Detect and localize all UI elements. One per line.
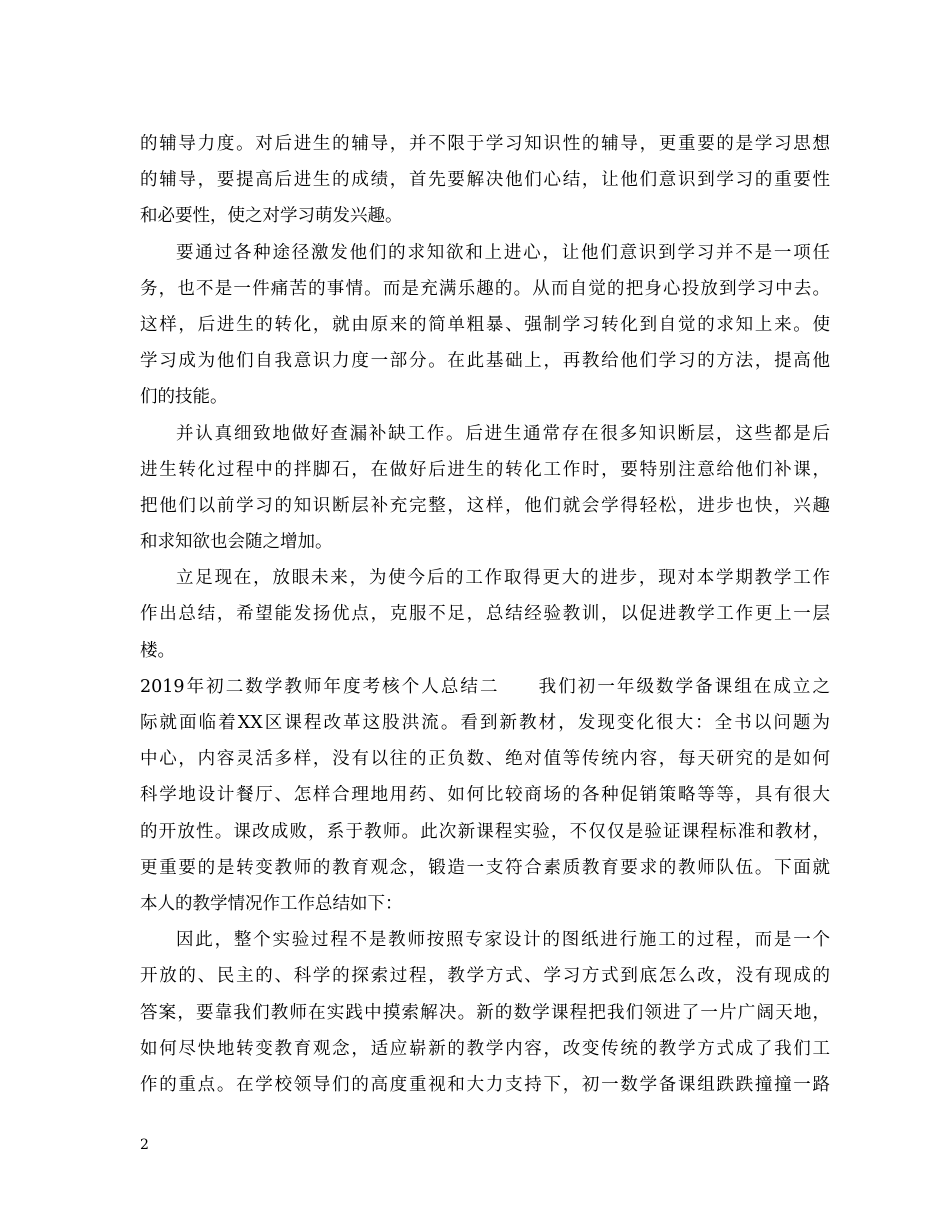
text-line: 务，也不是一件痛苦的事情。而是充满乐趣的。从而自觉的把身心投放到学习中去。 xyxy=(140,278,830,299)
text-line: 科学地设计餐厅、怎样合理地用药、如何比较商场的各种促销策略等等，具有很大 xyxy=(140,785,830,806)
text-line: 答案，要靠我们教师在实践中摸索解决。新的数学课程把我们领进了一片广阔天地， xyxy=(140,1002,830,1023)
text-line: 和必要性，使之对学习萌发兴趣。 xyxy=(140,206,403,227)
text-line: 中心，内容灵活多样，没有以往的正负数、绝对值等传统内容，每天研究的是如何 xyxy=(140,749,830,770)
text-line: 进生转化过程中的拌脚石，在做好后进生的转化工作时，要特别注意给他们补课， xyxy=(140,459,830,480)
text-line: 更重要的是转变教师的教育观念，锻造一支符合素质教育要求的教师队伍。下面就 xyxy=(140,857,830,878)
text-line: 并认真细致地做好查漏补缺工作。后进生通常存在很多知识断层，这些都是后 xyxy=(176,423,830,444)
text-line: 的开放性。课改成败，系于教师。此次新课程实验，不仅仅是验证课程标准和教材， xyxy=(140,821,830,842)
text-line: 作的重点。在学校领导们的高度重视和大力支持下，初一数学备课组跌跌撞撞一路 xyxy=(140,1074,830,1095)
text-line: 本人的教学情况作工作总结如下： xyxy=(140,893,403,914)
text-line: 把他们以前学习的知识断层补充完整，这样，他们就会学得轻松，进步也快，兴趣 xyxy=(140,495,830,516)
text-line: 作出总结，希望能发扬优点，克服不足，总结经验教训，以促进教学工作更上一层 xyxy=(140,604,830,625)
text-line: 的辅导，要提高后进生的成绩，首先要解决他们心结，让他们意识到学习的重要性 xyxy=(140,170,830,191)
text-line: 际就面临着XX区课程改革这股洪流。看到新教材，发现变化很大：全书以问题为 xyxy=(140,713,830,733)
body-text xyxy=(140,126,830,1103)
text-line: 的辅导力度。对后进生的辅导，并不限于学习知识性的辅导，更重要的是学习思想 xyxy=(140,134,830,154)
text-line: 学习成为他们自我意识力度一部分。在此基础上，再教给他们学习的方法，提高他 xyxy=(140,351,830,372)
text-line: 2019年初二数学教师年度考核个人总结二 我们初一年级数学备课组在成立之 xyxy=(140,676,830,697)
text-line: 开放的、民主的、科学的探索过程，教学方式、学习方式到底怎么改，没有现成的 xyxy=(140,966,830,987)
text-line: 和求知欲也会随之增加。 xyxy=(140,532,333,553)
text-line: 因此，整个实验过程不是教师按照专家设计的图纸进行施工的过程，而是一个 xyxy=(176,930,830,951)
page-number: 2 xyxy=(140,1137,149,1153)
text-line: 立足现在，放眼未来，为使今后的工作取得更大的进步，现对本学期教学工作 xyxy=(176,568,830,589)
text-line: 如何尽快地转变教育观念，适应崭新的教学内容，改变传统的教学方式成了我们工 xyxy=(140,1038,830,1059)
text-line: 们的技能。 xyxy=(140,387,228,408)
text-line: 楼。 xyxy=(140,640,175,661)
text-line: 这样，后进生的转化，就由原来的简单粗暴、强制学习转化到自觉的求知上来。使 xyxy=(140,314,830,335)
text-line: 要通过各种途径激发他们的求知欲和上进心，让他们意识到学习并不是一项任 xyxy=(176,242,830,263)
